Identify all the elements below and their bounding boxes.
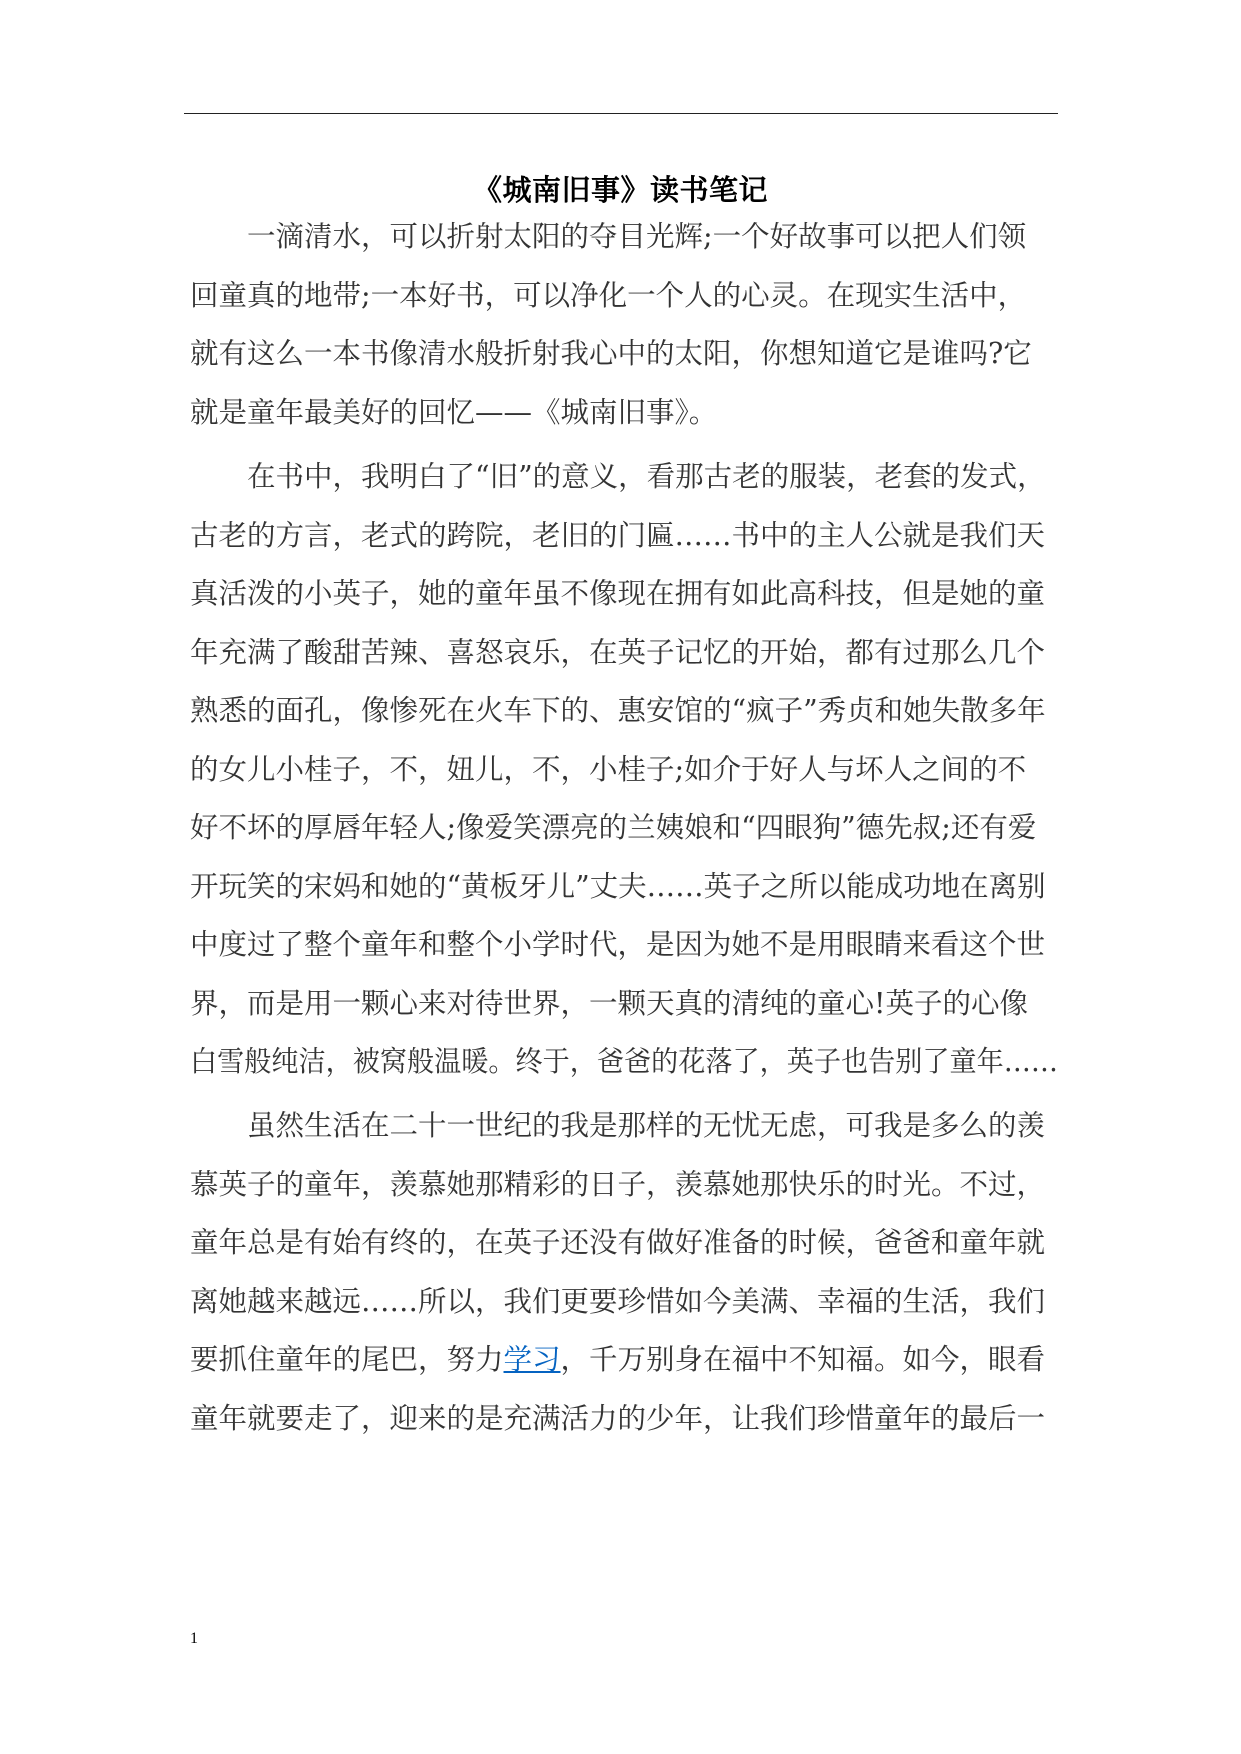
paragraph-2-line-10: 界，而是用一颗心来对待世界，一颗天真的清纯的童心!英子的心像 [190, 987, 1028, 1020]
link-line-before-text: 要抓住童年的尾巴，努力 [190, 1343, 504, 1376]
paragraph-3-line-3: 童年总是有始有终的，在英子还没有做好准备的时候，爸爸和童年就 [190, 1226, 1046, 1259]
paragraph-1-line-1: 一滴清水，可以折射太阳的夺目光辉;一个好故事可以把人们领 [247, 220, 1027, 253]
paragraph-2-line-11: 白雪般纯洁，被窝般温暖。终于，爸爸的花落了，英子也告别了童年…… [190, 1045, 1059, 1078]
paragraph-2-line-3: 真活泼的小英子，她的童年虽不像现在拥有如此高科技，但是她的童 [190, 577, 1046, 610]
paragraph-1-line-4: 就是童年最美好的回忆——《城南旧事》。 [190, 396, 718, 429]
paragraph-3-line-4: 离她越来越远……所以，我们更要珍惜如今美满、幸福的生活，我们 [190, 1285, 1046, 1318]
paragraph-3-line-5 [190, 1340, 1045, 1380]
paragraph-2-line-1: 在书中，我明白了“旧”的意义，看那古老的服装，老套的发式， [247, 460, 1046, 493]
paragraph-2-line-8: 开玩笑的宋妈和她的“黄板牙儿”丈夫……英子之所以能成功地在离别 [190, 870, 1046, 903]
paragraph-3-line-1: 虽然生活在二十一世纪的我是那样的无忧无虑，可我是多么的羡 [247, 1109, 1046, 1142]
paragraph-1-line-3: 就有这么一本书像清水般折射我心中的太阳，你想知道它是谁吗?它 [190, 337, 1032, 370]
header-rule [184, 113, 1058, 114]
paragraph-2-line-4: 年充满了酸甜苦辣、喜怒哀乐，在英子记忆的开始，都有过那么几个 [190, 636, 1046, 669]
paragraph-2-line-9: 中度过了整个童年和整个小学时代，是因为她不是用眼睛来看这个世 [190, 928, 1046, 961]
page-number: 1 [190, 1630, 198, 1647]
paragraph-1-line-2: 回童真的地带;一本好书，可以净化一个人的心灵。在现实生活中， [190, 279, 1027, 312]
paragraph-2-line-2: 古老的方言，老式的跨院，老旧的门匾……书中的主人公就是我们天 [190, 519, 1046, 552]
paragraph-2-line-5: 熟悉的面孔，像惨死在火车下的、惠安馆的“疯子”秀贞和她失散多年 [190, 694, 1046, 727]
paragraph-3-line-2: 慕英子的童年，羡慕她那精彩的日子，羡慕她那快乐的时光。不过， [190, 1168, 1046, 1201]
page-title: 《城南旧事》读书笔记 [472, 173, 768, 207]
paragraph-3-line-6: 童年就要走了，迎来的是充满活力的少年，让我们珍惜童年的最后一 [190, 1402, 1046, 1435]
paragraph-2-line-6: 的女儿小桂子，不，妞儿，不，小桂子;如介于好人与坏人之间的不 [190, 753, 1027, 786]
study-link[interactable]: 学习 [503, 1343, 561, 1376]
paragraph-2-line-7: 好不坏的厚唇年轻人;像爱笑漂亮的兰姨娘和“四眼狗”德先叔;还有爱 [190, 811, 1037, 844]
link-line-after-text: ，千万别身在福中不知福。如今，眼看 [560, 1343, 1046, 1376]
